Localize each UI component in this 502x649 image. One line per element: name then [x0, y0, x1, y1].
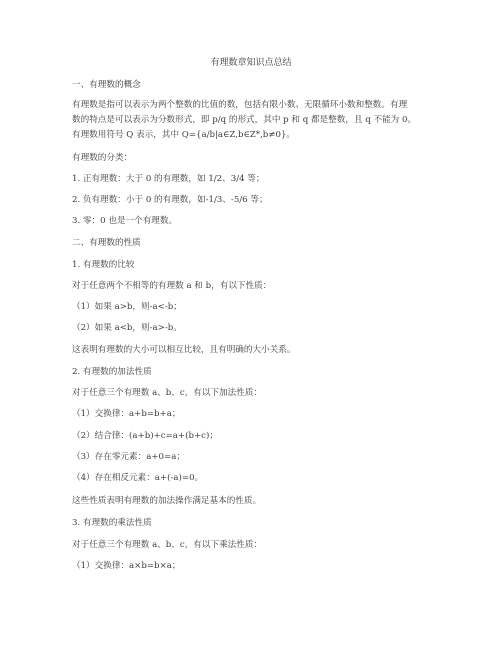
- classification-intro: 有理数的分类：: [72, 153, 133, 163]
- list-item: （4）存在相反元素：a+(-a)=0。: [72, 473, 204, 483]
- list-item: （3）存在零元素：a+0=a；: [72, 452, 185, 462]
- section-heading-properties: 二、有理数的性质: [72, 238, 141, 248]
- paragraph-line: 对于任意三个有理数 a、b、c，有以下加法性质：: [72, 388, 263, 398]
- paragraph-line: 对于任意两个不相等的有理数 a 和 b，有以下性质：: [72, 281, 272, 291]
- list-item: （2）如果 a<b，则-a>-b。: [72, 323, 182, 333]
- paragraph-line: 有理数是指可以表示为两个整数的比值的数，包括有限小数、无限循环小数和整数。有理: [72, 100, 408, 110]
- subheading: 3. 有理数的乘法性质: [72, 518, 152, 528]
- paragraph-line: 这些性质表明有理数的加法操作满足基本的性质。: [72, 496, 262, 506]
- subheading: 1. 有理数的比较: [72, 260, 135, 270]
- paragraph-line: 数的特点是可以表示为分数形式，即 p/q 的形式，其中 p 和 q 都是整数，且 q 不能为 0。: [72, 115, 417, 125]
- paragraph-line: 对于任意三个有理数 a、b、c，有以下乘法性质：: [72, 540, 263, 550]
- list-item: 2. 负有理数：小于 0 的有理数，如-1/3、-5/6 等；: [72, 195, 268, 205]
- list-item: 3. 零：0 也是一个有理数。: [72, 216, 178, 226]
- paragraph-line: 有理数用符号 Q 表示，其中 Q={a/b|a∈Z,b∈Z*,b≠0}。: [72, 130, 296, 140]
- list-item: （1）交换律：a×b=b×a；: [72, 561, 181, 571]
- list-item: 1. 正有理数：大于 0 的有理数，如 1/2、3/4 等；: [72, 174, 265, 184]
- paragraph-line: 这表明有理数的大小可以相互比较，且有明确的大小关系。: [72, 345, 296, 355]
- section-heading-concept: 一、有理数的概念: [72, 80, 141, 90]
- subheading: 2. 有理数的加法性质: [72, 367, 152, 377]
- list-item: （2）结合律：(a+b)+c=a+(b+c)；: [72, 431, 218, 441]
- list-item: （1）交换律：a+b=b+a；: [72, 409, 181, 419]
- document-title: 有理数章知识点总结: [210, 58, 292, 68]
- list-item: （1）如果 a>b，则-a<-b；: [72, 302, 182, 312]
